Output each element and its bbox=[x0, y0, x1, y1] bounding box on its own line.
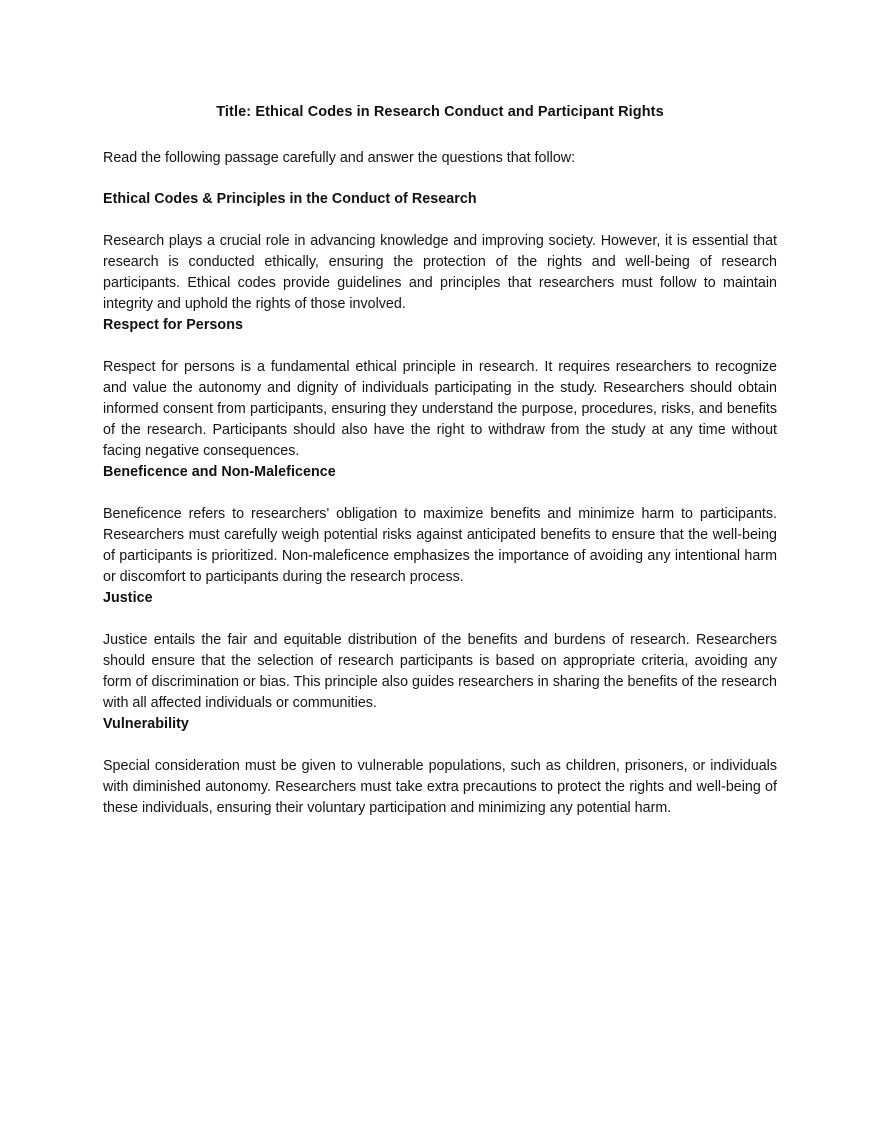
section-paragraph: Justice entails the fair and equitable distribution of the benefits and burdens of research. Researchers should ensure that the selection of research participants is based on appropriate criteria, avoiding any form of discrimination or bias. This principle also guides researchers in sharing the benefits of the research with all affected individuals or communities. bbox=[103, 632, 777, 711]
section-respect-for-persons bbox=[103, 315, 777, 462]
section-paragraph: Special consideration must be given to vulnerable populations, such as children, prisoners, or individuals with diminished autonomy. Researchers must take extra precautions to protect the rights and well-being of these individuals, ensuring their voluntary participation and minimizing any potential harm. bbox=[103, 758, 777, 816]
section-heading: Beneficence and Non-Maleficence bbox=[103, 464, 336, 480]
section-heading: Justice bbox=[103, 590, 153, 606]
instruction-text: Read the following passage carefully and answer the questions that follow: bbox=[103, 150, 576, 166]
section-ethical-codes-principles bbox=[103, 189, 777, 315]
section-paragraph: Beneficence refers to researchers' obligation to maximize benefits and minimize harm to participants. Researchers must carefully weigh potential risks against anticipated benefits to ensure that the well-being of participants is prioritized. Non-maleficence emphasizes the importance of avoiding any intentional harm or discomfort to participants during the research process. bbox=[103, 506, 777, 585]
section-paragraph: Research plays a crucial role in advancing knowledge and improving society. However, it is essential that research is conducted ethically, ensuring the protection of the rights and well-being of research participants. Ethical codes provide guidelines and principles that researchers must follow to maintain integrity and uphold the rights of those involved. bbox=[103, 233, 777, 312]
section-beneficence-non-maleficence bbox=[103, 462, 777, 588]
section-heading: Respect for Persons bbox=[103, 317, 243, 333]
document-body bbox=[103, 103, 777, 819]
section-paragraph: Respect for persons is a fundamental ethical principle in research. It requires researchers to recognize and value the autonomy and dignity of individuals participating in the study. Researchers should obtain informed consent from participants, ensuring they understand the purpose, procedures, risks, and benefits of the research. Participants should also have the right to withdraw from the study at any time without facing negative consequences. bbox=[103, 359, 777, 459]
page-title: Title: Ethical Codes in Research Conduct and Participant Rights bbox=[216, 104, 664, 120]
section-vulnerability bbox=[103, 714, 777, 819]
section-heading: Ethical Codes & Principles in the Conduct of Research bbox=[103, 191, 477, 207]
section-justice bbox=[103, 588, 777, 714]
section-heading: Vulnerability bbox=[103, 716, 189, 732]
